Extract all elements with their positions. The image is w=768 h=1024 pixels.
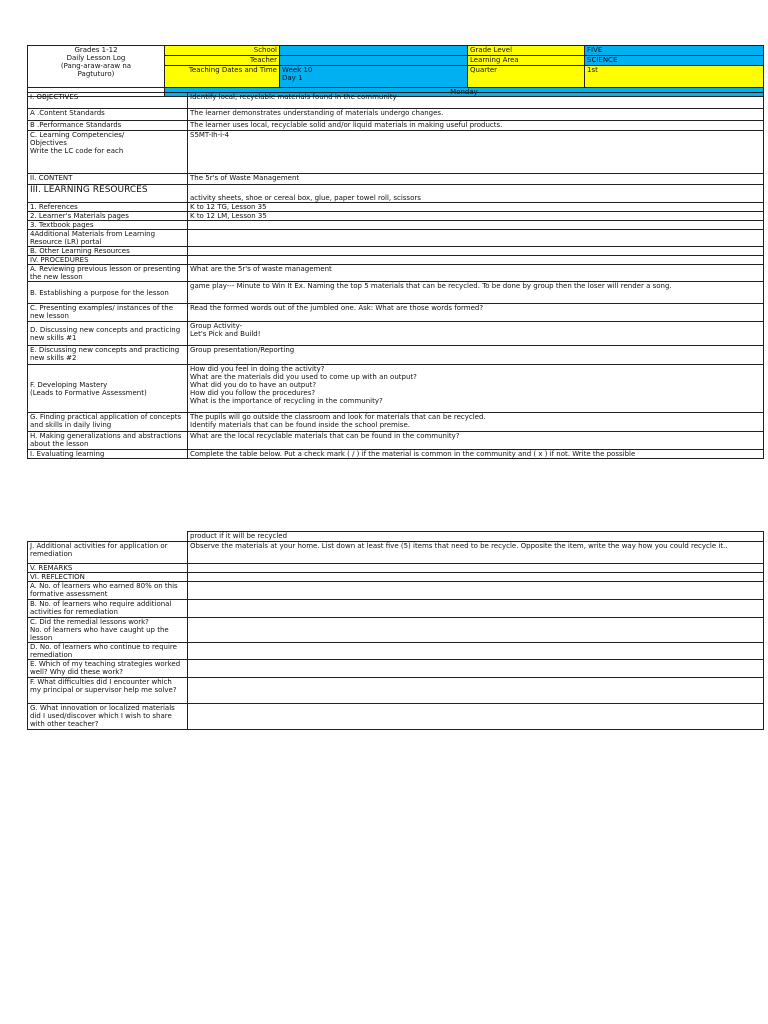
row-content[interactable]: What are the local recyclable materials that can be found in the community?	[188, 432, 764, 450]
grade-level-value[interactable]: FIVE	[585, 46, 764, 56]
row-label: 3. Textbook pages	[28, 221, 188, 230]
row-label: B. No. of learners who require additional activities for remediation	[28, 600, 188, 618]
row-label: D. Discussing new concepts and practicing new skills #1	[28, 322, 188, 346]
table-row	[28, 660, 764, 678]
learning-area-value[interactable]: SCIENCE	[585, 56, 764, 66]
table-row	[28, 256, 764, 265]
row-label: B .Performance Standards	[28, 121, 188, 131]
row-content[interactable]: activity sheets, shoe or cereal box, glue, paper towel roll, scissors	[188, 185, 764, 203]
row-label: 4Additional Materials from Learning Resource (LR) portal	[28, 230, 188, 247]
row-content[interactable]	[188, 221, 764, 230]
row-content[interactable]: Complete the table below. Put a check mark ( / ) if the material is common in the community and ( x ) if not. Write the possible	[188, 450, 764, 459]
table-row	[28, 365, 764, 413]
row-content[interactable]: Group Activity- Let's Pick and Build!	[188, 322, 764, 346]
row-content[interactable]	[188, 573, 764, 582]
row-label: VI. REFLECTION	[28, 573, 188, 582]
row-label: I. OBJECTIVES	[28, 93, 188, 109]
row-content[interactable]: K to 12 TG, Lesson 35	[188, 203, 764, 212]
row-content[interactable]: Observe the materials at your home. List down at least five (5) items that need to be recycle. Opposite the item, write the way how you could recycle it..	[188, 542, 764, 564]
row-content[interactable]: What are the 5r's of waste management	[188, 265, 764, 282]
row-label: B. Establishing a purpose for the lesson	[28, 282, 188, 304]
table-row	[28, 304, 764, 322]
row-content[interactable]	[188, 247, 764, 256]
row-content[interactable]: The 5r's of Waste Management	[188, 174, 764, 185]
row-label: B. Other Learning Resources	[28, 247, 188, 256]
teacher-label: Teacher	[165, 56, 280, 66]
table-row	[28, 573, 764, 582]
table-row	[28, 247, 764, 256]
quarter-value[interactable]: 1st	[585, 66, 764, 88]
row-label: G. What innovation or localized materials did I used/discover which I wish to share with other teacher?	[28, 704, 188, 730]
table-row	[28, 678, 764, 704]
row-label: E. Which of my teaching strategies worked well? Why did these work?	[28, 660, 188, 678]
row-content[interactable]	[188, 582, 764, 600]
table-row	[28, 542, 764, 564]
table-row	[28, 174, 764, 185]
table-row	[28, 212, 764, 221]
table-row	[28, 221, 764, 230]
row-label: III. LEARNING RESOURCES	[28, 185, 188, 203]
table-row	[28, 704, 764, 730]
dates-value[interactable]: Week 10 Day 1	[280, 66, 468, 88]
row-label: A .Content Standards	[28, 109, 188, 121]
row-label: H. Making generalizations and abstractions about the lesson	[28, 432, 188, 450]
row-content[interactable]	[188, 678, 764, 704]
row-label: I. Evaluating learning	[28, 450, 188, 459]
row-content[interactable]	[188, 230, 764, 247]
row-label	[28, 532, 188, 542]
row-label: 2. Learner's Materials pages	[28, 212, 188, 221]
row-label: F. What difficulties did I encounter which my principal or supervisor help me solve?	[28, 678, 188, 704]
table-row	[28, 582, 764, 600]
row-label: A. No. of learners who earned 80% on this formative assessment	[28, 582, 188, 600]
table-row	[28, 346, 764, 365]
row-label: J. Additional activities for application or remediation	[28, 542, 188, 564]
row-content[interactable]	[188, 704, 764, 730]
table-row	[28, 230, 764, 247]
row-label: A. Reviewing previous lesson or presenting the new lesson	[28, 265, 188, 282]
day-label: Monday	[165, 88, 764, 97]
row-content[interactable]: How did you feel in doing the activity? What are the materials did you used to come up with an output? What did you do to have an output? How did you follow the procedures? What is the importance of recycling in the community?	[188, 365, 764, 413]
row-label: C. Learning Competencies/ Objectives Write the LC code for each	[28, 131, 188, 174]
table-row	[28, 432, 764, 450]
row-label: E. Discussing new concepts and practicing new skills #2	[28, 346, 188, 365]
row-label: II. CONTENT	[28, 174, 188, 185]
table-row	[28, 532, 764, 542]
table-row	[28, 282, 764, 304]
row-content[interactable]: Read the formed words out of the jumbled one. Ask: What are those words formed?	[188, 304, 764, 322]
row-content[interactable]	[188, 660, 764, 678]
reflection-table	[27, 531, 764, 730]
table-row	[28, 643, 764, 660]
school-label: School	[165, 46, 280, 56]
table-row	[28, 618, 764, 643]
row-label: V. REMARKS	[28, 564, 188, 573]
table-row	[28, 564, 764, 573]
row-content[interactable]: The learner demonstrates understanding of materials undergo changes.	[188, 109, 764, 121]
table-row	[28, 203, 764, 212]
table-row	[28, 265, 764, 282]
row-content[interactable]: product if it will be recycled	[188, 532, 764, 542]
row-content[interactable]: K to 12 LM, Lesson 35	[188, 212, 764, 221]
row-label: C. Presenting examples/ instances of the new lesson	[28, 304, 188, 322]
dates-label: Teaching Dates and Time	[165, 66, 280, 88]
table-row	[28, 322, 764, 346]
table-row	[28, 413, 764, 432]
row-content[interactable]: S5MT-Ih-i-4	[188, 131, 764, 174]
quarter-label: Quarter	[468, 66, 585, 88]
table-row	[28, 450, 764, 459]
row-label: IV. PROCEDURES	[28, 256, 188, 265]
row-content[interactable]: The learner uses local, recyclable solid and/or liquid materials in making useful products.	[188, 121, 764, 131]
learning-area-label: Learning Area	[468, 56, 585, 66]
table-row	[28, 131, 764, 174]
dll-title: Grades 1-12 Daily Lesson Log (Pang-araw-araw na Pagtuturo)	[28, 46, 165, 88]
row-label: C. Did the remedial lessons work? No. of learners who have caught up the lesson	[28, 618, 188, 643]
table-row	[28, 600, 764, 618]
grade-level-label: Grade Level	[468, 46, 585, 56]
table-row	[28, 121, 764, 131]
row-content[interactable]	[188, 600, 764, 618]
row-label: F. Developing Mastery (Leads to Formative Assessment)	[28, 365, 188, 413]
lesson-table	[27, 92, 764, 459]
table-row	[28, 93, 764, 109]
row-label: G. Finding practical application of concepts and skills in daily living	[28, 413, 188, 432]
teacher-value[interactable]	[280, 56, 468, 66]
table-row	[28, 109, 764, 121]
row-content[interactable]	[188, 618, 764, 643]
row-label: 1. References	[28, 203, 188, 212]
row-content[interactable]	[188, 564, 764, 573]
row-content[interactable]: The pupils will go outside the classroom and look for materials that can be recycled. Identify materials that can be found inside the school premise.	[188, 413, 764, 432]
row-label: D. No. of learners who continue to require remediation	[28, 643, 188, 660]
school-value[interactable]	[280, 46, 468, 56]
row-content[interactable]	[188, 256, 764, 265]
row-content[interactable]: game play--- Minute to Win It Ex. Naming the top 5 materials that can be recycled. To be done by group then the loser will render a song.	[188, 282, 764, 304]
row-content[interactable]: Identify local, recyclable materials found in the community	[188, 93, 764, 109]
row-content[interactable]: Group presentation/Reporting	[188, 346, 764, 365]
header-table	[27, 45, 764, 97]
row-content[interactable]	[188, 643, 764, 660]
table-row	[28, 185, 764, 203]
